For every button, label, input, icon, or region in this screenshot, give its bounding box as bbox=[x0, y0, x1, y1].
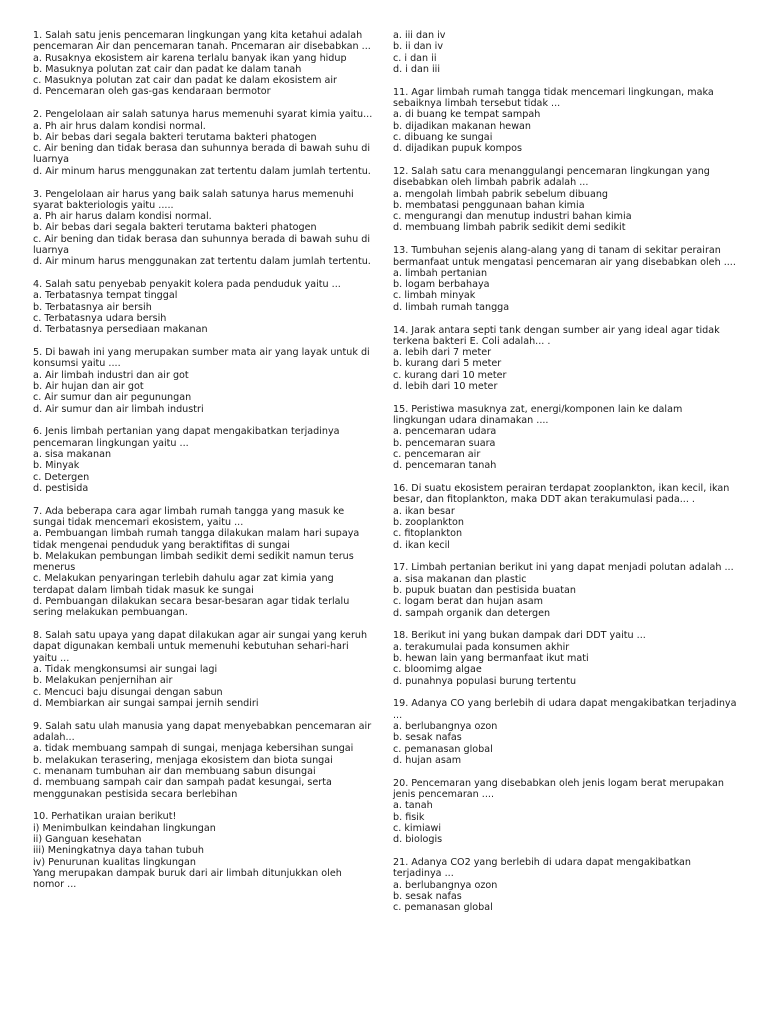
question-stem: 16. Di suatu ekosistem perairan terdapat zooplankton, ikan kecil, ikan besar, dan fitoplankton, maka DDT akan terakumulasi pada... . bbox=[393, 483, 730, 506]
answer-option: b. Terbatasnya air bersih bbox=[33, 301, 152, 313]
question-stem: 12. Salah satu cara menanggulangi pencemaran lingkungan yang disebabkan oleh limbah pabrik adalah ... bbox=[393, 165, 710, 189]
answer-option: a. terakumulai pada konsumen akhir bbox=[393, 641, 570, 653]
answer-option: d. Terbatasnya persediaan makanan bbox=[33, 324, 208, 336]
answer-option: d. ikan kecil bbox=[393, 539, 450, 551]
question-block bbox=[393, 778, 738, 846]
answer-option: a. Rusaknya ekosistem air karena terlalu banyak ikan yang hidup bbox=[33, 52, 347, 64]
answer-option: d. biologis bbox=[393, 834, 443, 846]
answer-option: a. Ph air harus dalam kondisi normal. bbox=[33, 211, 212, 223]
question-stem: 9. Salah satu ulah manusia yang dapat menyebabkan pencemaran air adalah... bbox=[33, 720, 372, 744]
answer-option: d. dijadikan pupuk kompos bbox=[393, 143, 522, 155]
question-block bbox=[33, 109, 373, 177]
answer-option: Yang merupakan dampak buruk dari air limbah ditunjukkan oleh nomor ... bbox=[33, 867, 342, 891]
answer-option: b. zooplankton bbox=[393, 516, 464, 528]
answer-option: b. Melakukan pembungan limbah sedikit demi sedikit namun terus menerus bbox=[33, 550, 354, 574]
question-block bbox=[393, 404, 738, 472]
question-block bbox=[33, 721, 373, 800]
answer-option: c. dibuang ke sungai bbox=[393, 131, 493, 143]
answer-option: d. hujan asam bbox=[393, 754, 462, 766]
answer-option: c. Melakukan penyaringan terlebih dahulu agar zat kimia yang terdapat dalam limbah tidak masuk ke sungai bbox=[33, 573, 334, 596]
answer-option: d. Air minum harus menggunakan zat tertentu dalam jumlah tertentu. bbox=[33, 165, 371, 177]
answer-option: d. limbah rumah tangga bbox=[393, 301, 510, 313]
answer-option: c. Detergen bbox=[33, 471, 90, 483]
answer-option: a. tanah bbox=[393, 800, 433, 812]
answer-option: c. Air sumur dan air pegunungan bbox=[33, 392, 192, 404]
question-stem: 11. Agar limbah rumah tangga tidak mencemari lingkungan, maka sebaiknya limbah tersebut tidak ... bbox=[393, 86, 714, 109]
question-block bbox=[393, 630, 738, 686]
answer-option: b. pupuk buatan dan pestisida buatan bbox=[393, 584, 576, 596]
answer-option: c. kimiawi bbox=[393, 822, 441, 834]
question-block bbox=[393, 698, 738, 766]
answer-option: d. Pembuangan dilakukan secara besar-besaran agar tidak terlalu sering melakukan pembuangan. bbox=[33, 596, 350, 619]
answer-option: d. i dan iii bbox=[393, 63, 440, 75]
question-stem: 6. Jenis limbah pertanian yang dapat mengakibatkan terjadinya pencemaran lingkungan yaitu ... bbox=[33, 426, 340, 449]
question-block bbox=[33, 426, 373, 494]
answer-option: a. sisa makanan dan plastic bbox=[393, 573, 527, 585]
answer-option: a. Pembuangan limbah rumah tangga dilakukan malam hari supaya tidak mengenai penduduk yang beraktifitas di sungai bbox=[33, 528, 360, 551]
answer-option: iii) Meningkatnya daya tahan tubuh bbox=[33, 845, 204, 857]
question-block bbox=[393, 857, 738, 913]
answer-option: b. Melakukan penjernihan air bbox=[33, 675, 173, 687]
answer-option: a. Tidak mengkonsumsi air sungai lagi bbox=[33, 664, 218, 676]
answer-option: b. Air bebas dari segala bakteri terutama bakteri phatogen bbox=[33, 131, 317, 143]
answer-option: d. Pencemaran oleh gas-gas kendaraan bermotor bbox=[33, 86, 271, 98]
answer-option: a. Ph air hrus dalam kondisi normal. bbox=[33, 120, 206, 132]
answer-option: d. lebih dari 10 meter bbox=[393, 381, 498, 393]
answer-option: d. Air sumur dan air limbah industri bbox=[33, 403, 204, 415]
question-stem: 15. Peristiwa masuknya zat, energi/komponen lain ke dalam lingkungan udara dinamakan .... bbox=[393, 403, 683, 427]
question-stem: 18. Berikut ini yang bukan dampak dari DDT yaitu ... bbox=[393, 630, 646, 642]
question-block bbox=[393, 245, 738, 313]
answer-option: a. mengolah limbah pabrik sebelum dibuang bbox=[393, 188, 608, 200]
answer-option: b. sesak nafas bbox=[393, 890, 462, 902]
question-stem: 21. Adanya CO2 yang berlebih di udara dapat mengakibatkan terjadinya ... bbox=[393, 856, 691, 880]
right-column bbox=[393, 30, 738, 925]
question-block bbox=[393, 166, 738, 234]
question-block bbox=[33, 279, 373, 335]
answer-option: a. limbah pertanian bbox=[393, 267, 488, 279]
answer-option: c. limbah minyak bbox=[393, 290, 476, 302]
answer-option: b. logam berbahaya bbox=[393, 279, 490, 291]
answer-option: ii) Ganguan kesehatan bbox=[33, 833, 142, 845]
answer-option: c. fitoplankton bbox=[393, 528, 463, 540]
question-stem: 20. Pencemaran yang disebabkan oleh jenis logam berat merupakan jenis pencemaran .... bbox=[393, 777, 725, 800]
question-block bbox=[33, 347, 373, 415]
answer-option: c. i dan ii bbox=[393, 52, 437, 64]
answer-option: c. pemanasan global bbox=[393, 743, 493, 755]
question-stem: 17. Limbah pertanian berikut ini yang dapat menjadi polutan adalah ... bbox=[393, 562, 734, 574]
question-block bbox=[393, 325, 738, 393]
answer-option: b. fisik bbox=[393, 811, 425, 823]
answer-option: b. membatasi penggunaan bahan kimia bbox=[393, 199, 585, 211]
answer-option: a. Air limbah industri dan air got bbox=[33, 369, 189, 381]
question-stem: 13. Tumbuhan sejenis alang-alang yang di tanam di sekitar perairan bermanfaat untuk mengatasi pencemaran air yang disebabkan oleh .... bbox=[393, 245, 736, 268]
answer-option: a. ikan besar bbox=[393, 505, 455, 517]
answer-option: iv) Penurunan kualitas lingkungan bbox=[33, 856, 196, 868]
question-block bbox=[33, 630, 373, 709]
answer-option: d. Air minum harus menggunakan zat tertentu dalam jumlah tertentu. bbox=[33, 256, 371, 268]
question-stem: 1. Salah satu jenis pencemaran lingkungan yang kita ketahui adalah pencemaran Air dan pencemaran tanah. Pncemaran air disebabkan ... bbox=[33, 30, 371, 53]
answer-option: a. berlubangnya ozon bbox=[393, 720, 498, 732]
question-stem: 8. Salah satu upaya yang dapat dilakukan agar air sungai yang keruh dapat digunakan kembali untuk memenuhi kebutuhan sehari-hari yaitu ... bbox=[33, 630, 368, 664]
answer-option: c. Air bening dan tidak berasa dan suhunnya berada di bawah suhu di luarnya bbox=[33, 233, 371, 257]
answer-option: a. lebih dari 7 meter bbox=[393, 347, 492, 359]
question-stem: 19. Adanya CO yang berlebih di udara dapat mengakibatkan terjadinya ... bbox=[393, 698, 737, 721]
answer-option: a. pencemaran udara bbox=[393, 426, 497, 438]
answer-option: d. membuang limbah pabrik sedikit demi sedikit bbox=[393, 222, 626, 234]
answer-option: c. pemanasan global bbox=[393, 902, 493, 914]
answer-option: b. pencemaran suara bbox=[393, 437, 496, 449]
question-block bbox=[33, 811, 373, 890]
answer-option: d. pencemaran tanah bbox=[393, 460, 497, 472]
answer-option: b. Masuknya polutan zat cair dan padat ke dalam tanah bbox=[33, 63, 302, 75]
answer-option: c. Air bening dan tidak berasa dan suhunnya berada di bawah suhu di luarnya bbox=[33, 143, 371, 166]
answer-option: b. ii dan iv bbox=[393, 41, 444, 53]
answer-option: c. pencemaran air bbox=[393, 449, 481, 460]
answer-option: b. sesak nafas bbox=[393, 732, 462, 744]
answer-option: d. sampah organik dan detergen bbox=[393, 607, 551, 619]
answer-option: d. punahnya populasi burung tertentu bbox=[393, 675, 577, 687]
question-stem: 3. Pengelolaan air harus yang baik salah satunya harus memenuhi syarat bakteriologis yaitu ..... bbox=[33, 188, 354, 211]
answer-option: c. menanam tumbuhan air dan membuang sabun disungai bbox=[33, 765, 316, 777]
question-stem: 7. Ada beberapa cara agar limbah rumah tangga yang masuk ke sungai tidak mencemari ekosistem, yaitu ... bbox=[33, 505, 345, 528]
answer-option: c. Terbatasnya udara bersih bbox=[33, 313, 167, 325]
answer-option: a. sisa makanan bbox=[33, 449, 112, 460]
left-column bbox=[33, 30, 373, 902]
answer-option: d. pestisida bbox=[33, 482, 89, 494]
question-block bbox=[393, 87, 738, 155]
question-block bbox=[33, 506, 373, 619]
answer-option: b. dijadikan makanan hewan bbox=[393, 120, 532, 132]
answer-option: c. kurang dari 10 meter bbox=[393, 369, 507, 381]
question-stem: 5. Di bawah ini yang merupakan sumber mata air yang layak untuk di konsumsi yaitu .... bbox=[33, 347, 370, 370]
answer-option: c. Masuknya polutan zat cair dan padat ke dalam ekosistem air bbox=[33, 75, 337, 87]
answer-option: d. membuang sampah cair dan sampah padat kesungai, serta menggunakan pestisida secara berlebihan bbox=[33, 777, 332, 800]
answer-option: b. Minyak bbox=[33, 460, 80, 472]
answer-option: b. melakukan terasering, menjaga ekosistem dan biota sungai bbox=[33, 754, 333, 766]
answer-option: i) Menimbulkan keindahan lingkungan bbox=[33, 822, 216, 834]
question-stem: 2. Pengelolaan air salah satunya harus memenuhi syarat kimia yaitu... bbox=[33, 109, 373, 121]
question-stem: 14. Jarak antara septi tank dengan sumber air yang ideal agar tidak terkena bakteri E. Coli adalah... . bbox=[393, 324, 720, 347]
answer-option: d. Membiarkan air sungai sampai jernih sendiri bbox=[33, 697, 259, 709]
answer-option: a. tidak membuang sampah di sungai, menjaga kebersihan sungai bbox=[33, 743, 354, 755]
question-block bbox=[33, 30, 373, 98]
answer-option: a. berlubangnya ozon bbox=[393, 879, 498, 891]
answer-option: a. Terbatasnya tempat tinggal bbox=[33, 290, 178, 302]
answer-option: b. hewan lain yang bermanfaat ikut mati bbox=[393, 652, 589, 664]
answer-option: a. iii dan iv bbox=[393, 30, 446, 41]
answer-option: c. Mencuci baju disungai dengan sabun bbox=[33, 686, 223, 698]
answer-option: b. Air hujan dan air got bbox=[33, 381, 144, 393]
question-block bbox=[393, 562, 738, 618]
question-stem: 4. Salah satu penyebab penyakit kolera pada penduduk yaitu ... bbox=[33, 279, 341, 291]
question-stem: 10. Perhatikan uraian berikut! bbox=[33, 811, 177, 823]
answer-option: c. logam berat dan hujan asam bbox=[393, 596, 543, 608]
answer-option: c. mengurangi dan menutup industri bahan kimia bbox=[393, 211, 632, 223]
question-block bbox=[393, 483, 738, 551]
answer-option: c. bloomimg algae bbox=[393, 664, 482, 676]
answer-option: b. Air bebas dari segala bakteri terutama bakteri phatogen bbox=[33, 222, 317, 234]
question-block bbox=[33, 189, 373, 268]
answer-option: b. kurang dari 5 meter bbox=[393, 358, 502, 370]
answer-option: a. di buang ke tempat sampah bbox=[393, 109, 541, 121]
question-block bbox=[393, 30, 738, 75]
